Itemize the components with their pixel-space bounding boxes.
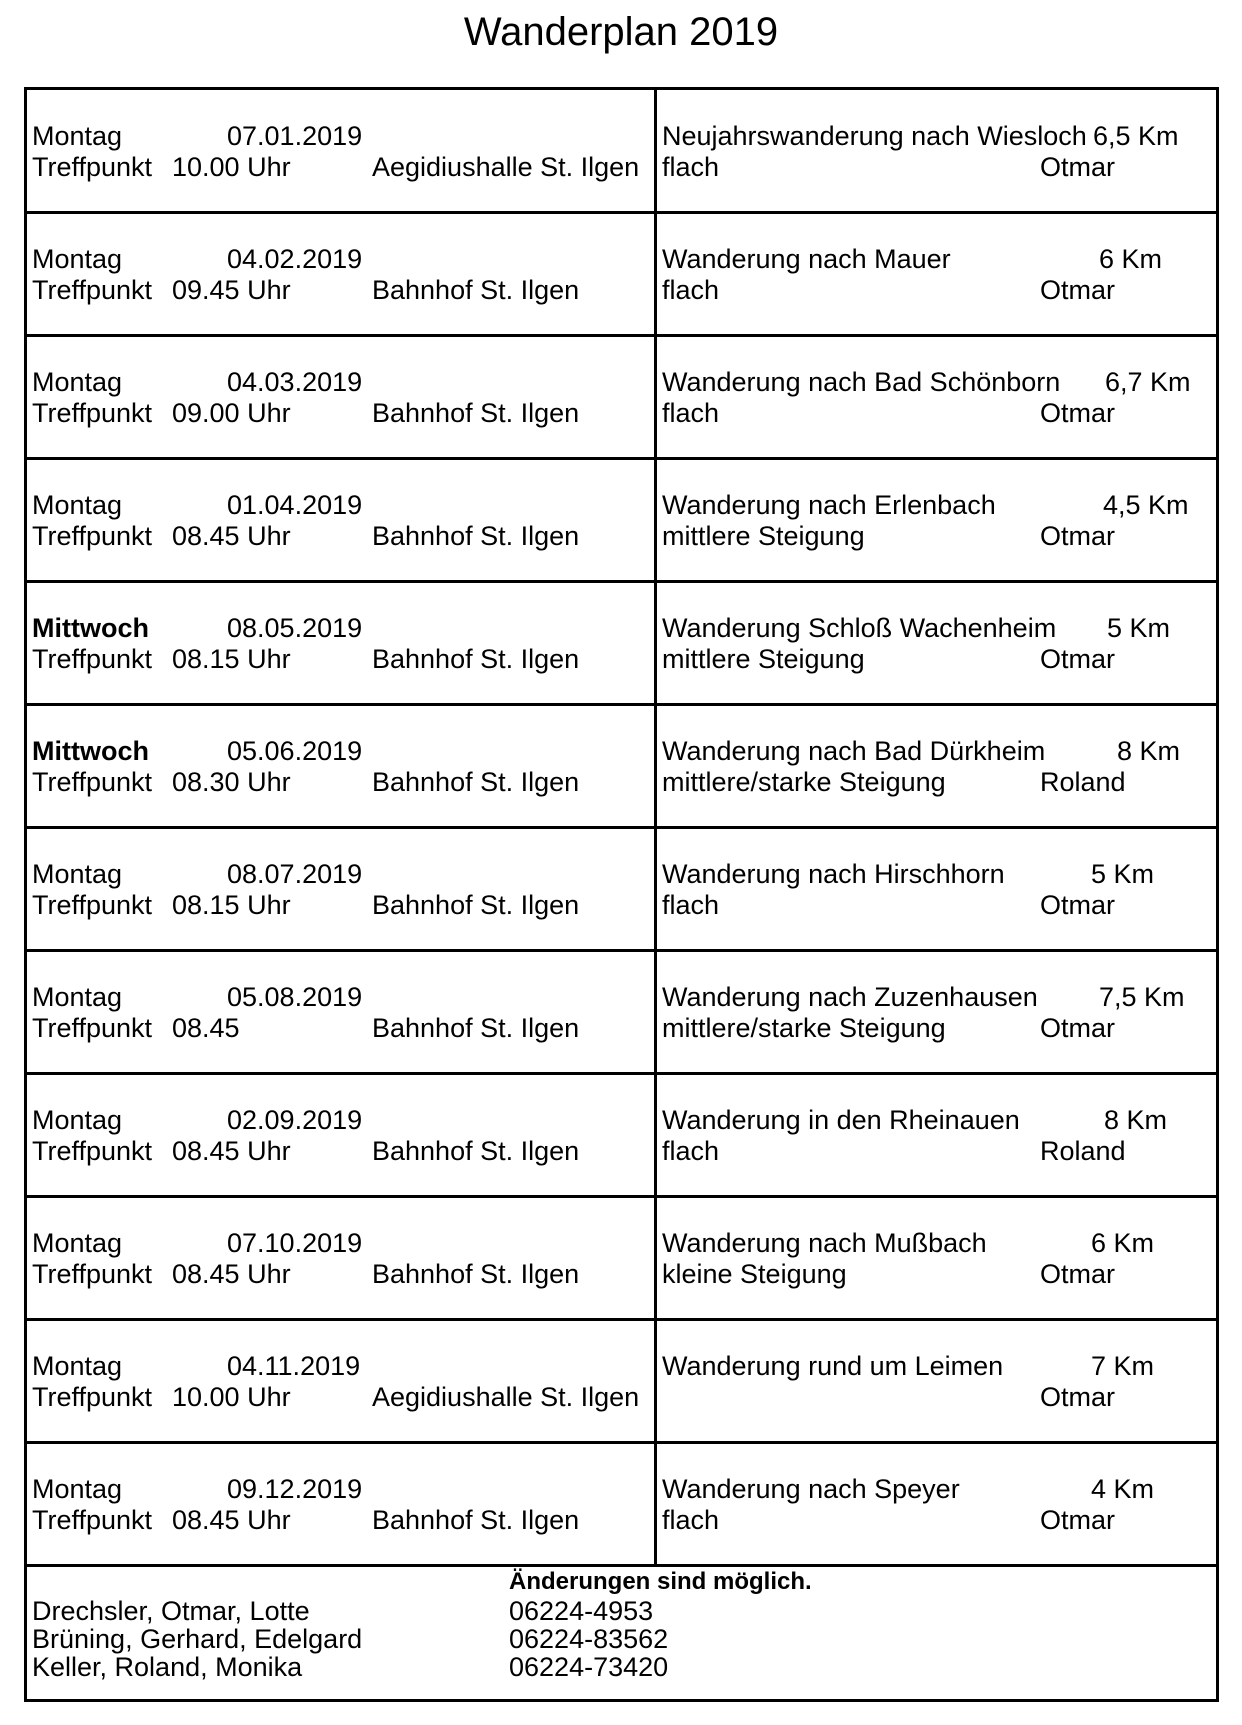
schedule-row: [27, 1074, 1216, 1198]
hike-date: 04.03.2019: [227, 367, 363, 397]
meeting-point-label: Treffpunkt: [32, 521, 153, 551]
hike-difficulty: mittlere Steigung: [662, 521, 865, 551]
meeting-point-label: Treffpunkt: [32, 398, 153, 428]
meeting-place: Bahnhof St. Ilgen: [372, 1013, 580, 1043]
meeting-time: 08.45 Uhr: [172, 1505, 291, 1535]
meeting-time: 08.45 Uhr: [172, 1259, 291, 1289]
contact-footer: [27, 1566, 1216, 1702]
hike-distance: 6 Km: [1099, 244, 1163, 274]
hike-date: 05.06.2019: [227, 736, 363, 766]
meeting-point-label: Treffpunkt: [32, 152, 153, 182]
contact-name: Keller, Roland, Monika: [32, 1652, 303, 1682]
hike-leader: Otmar: [1040, 275, 1116, 305]
schedule-row: [27, 705, 1216, 829]
weekday: Montag: [32, 1228, 123, 1258]
hike-difficulty: mittlere Steigung: [662, 644, 865, 674]
weekday: Montag: [32, 1474, 123, 1504]
schedule-row: [27, 1443, 1216, 1567]
meeting-place: Bahnhof St. Ilgen: [372, 1259, 580, 1289]
weekday: Montag: [32, 859, 123, 889]
meeting-place: Bahnhof St. Ilgen: [372, 1505, 580, 1535]
contact-name: Drechsler, Otmar, Lotte: [32, 1596, 310, 1626]
contact-phone: 06224-4953: [509, 1596, 654, 1626]
meeting-point-label: Treffpunkt: [32, 1013, 153, 1043]
meeting-time: 08.45: [172, 1013, 240, 1043]
hike-difficulty: mittlere/starke Steigung: [662, 767, 946, 797]
hike-description: Wanderung nach Bad Dürkheim: [662, 736, 1046, 766]
meeting-point-label: Treffpunkt: [32, 890, 153, 920]
hike-distance: 7,5 Km: [1099, 982, 1185, 1012]
hike-date: 04.02.2019: [227, 244, 363, 274]
meeting-time: 09.00 Uhr: [172, 398, 291, 428]
hike-distance: 8 Km: [1104, 1105, 1168, 1135]
schedule-row: [27, 90, 1216, 214]
hike-distance: 8 Km: [1117, 736, 1181, 766]
hike-leader: Otmar: [1040, 398, 1116, 428]
weekday: Mittwoch: [32, 736, 149, 766]
hike-distance: 5 Km: [1091, 859, 1155, 889]
hike-date: 07.10.2019: [227, 1228, 363, 1258]
meeting-place: Aegidiushalle St. Ilgen: [372, 152, 640, 182]
meeting-place: Bahnhof St. Ilgen: [372, 644, 580, 674]
hike-description: Wanderung Schloß Wachenheim: [662, 613, 1057, 643]
hike-distance: 4 Km: [1091, 1474, 1155, 1504]
schedule-row: [27, 459, 1216, 583]
hike-distance: 6,5 Km: [1093, 121, 1179, 151]
meeting-time: 08.45 Uhr: [172, 1136, 291, 1166]
hiking-schedule-table: [24, 87, 1219, 1702]
weekday: Montag: [32, 1105, 123, 1135]
hike-distance: 5 Km: [1107, 613, 1171, 643]
meeting-place: Aegidiushalle St. Ilgen: [372, 1382, 640, 1412]
hike-leader: Otmar: [1040, 890, 1116, 920]
hike-difficulty: flach: [662, 275, 720, 305]
meeting-time: 08.45 Uhr: [172, 521, 291, 551]
meeting-place: Bahnhof St. Ilgen: [372, 398, 580, 428]
hike-date: 08.07.2019: [227, 859, 363, 889]
hike-description: Wanderung nach Zuzenhausen: [662, 982, 1038, 1012]
hike-description: Wanderung nach Mußbach: [662, 1228, 987, 1258]
hike-description: Wanderung nach Mauer: [662, 244, 951, 274]
schedule-row: [27, 213, 1216, 337]
hike-distance: 4,5 Km: [1103, 490, 1189, 520]
schedule-row: [27, 582, 1216, 706]
hike-leader: Otmar: [1040, 521, 1116, 551]
hike-date: 09.12.2019: [227, 1474, 363, 1504]
hike-date: 04.11.2019: [227, 1351, 361, 1381]
hike-date: 05.08.2019: [227, 982, 363, 1012]
meeting-point-label: Treffpunkt: [32, 275, 153, 305]
meeting-time: 10.00 Uhr: [172, 1382, 291, 1412]
hike-distance: 6,7 Km: [1105, 367, 1191, 397]
schedule-row: [27, 951, 1216, 1075]
meeting-place: Bahnhof St. Ilgen: [372, 275, 580, 305]
schedule-row: [27, 1197, 1216, 1321]
hike-difficulty: flach: [662, 1136, 720, 1166]
hike-leader: Otmar: [1040, 1013, 1116, 1043]
meeting-point-label: Treffpunkt: [32, 1259, 153, 1289]
meeting-point-label: Treffpunkt: [32, 1382, 153, 1412]
meeting-point-label: Treffpunkt: [32, 644, 153, 674]
hike-description: Wanderung nach Hirschhorn: [662, 859, 1005, 889]
meeting-time: 10.00 Uhr: [172, 152, 291, 182]
meeting-place: Bahnhof St. Ilgen: [372, 1136, 580, 1166]
meeting-place: Bahnhof St. Ilgen: [372, 521, 580, 551]
hike-difficulty: flach: [662, 152, 720, 182]
hike-description: Wanderung in den Rheinauen: [662, 1105, 1020, 1135]
weekday: Montag: [32, 121, 123, 151]
changes-note: Änderungen sind möglich.: [509, 1568, 812, 1595]
meeting-point-label: Treffpunkt: [32, 1136, 153, 1166]
weekday: Montag: [32, 490, 123, 520]
hike-description: Wanderung rund um Leimen: [662, 1351, 1004, 1381]
hike-date: 07.01.2019: [227, 121, 363, 151]
meeting-place: Bahnhof St. Ilgen: [372, 767, 580, 797]
hike-difficulty: flach: [662, 398, 720, 428]
hike-difficulty: mittlere/starke Steigung: [662, 1013, 946, 1043]
schedule-row: [27, 828, 1216, 952]
column-divider: [654, 90, 657, 1566]
hike-leader: Roland: [1040, 767, 1126, 797]
contact-name: Brüning, Gerhard, Edelgard: [32, 1624, 363, 1654]
hike-difficulty: flach: [662, 890, 720, 920]
hike-leader: Otmar: [1040, 1382, 1116, 1412]
weekday: Montag: [32, 982, 123, 1012]
hike-description: Wanderung nach Bad Schönborn: [662, 367, 1061, 397]
hike-leader: Otmar: [1040, 152, 1116, 182]
hike-difficulty: kleine Steigung: [662, 1259, 847, 1289]
hike-distance: 7 Km: [1091, 1351, 1155, 1381]
hike-difficulty: flach: [662, 1505, 720, 1535]
hike-leader: Otmar: [1040, 1505, 1116, 1535]
weekday: Mittwoch: [32, 613, 149, 643]
hike-date: 01.04.2019: [227, 490, 363, 520]
schedule-row: [27, 1320, 1216, 1444]
hike-date: 08.05.2019: [227, 613, 363, 643]
meeting-point-label: Treffpunkt: [32, 1505, 153, 1535]
hike-date: 02.09.2019: [227, 1105, 363, 1135]
hike-leader: Otmar: [1040, 644, 1116, 674]
hike-description: Wanderung nach Speyer: [662, 1474, 960, 1504]
meeting-point-label: Treffpunkt: [32, 767, 153, 797]
hike-description: Wanderung nach Erlenbach: [662, 490, 996, 520]
hike-leader: Roland: [1040, 1136, 1126, 1166]
meeting-time: 08.15 Uhr: [172, 890, 291, 920]
meeting-time: 08.30 Uhr: [172, 767, 291, 797]
schedule-row: [27, 336, 1216, 460]
contact-phone: 06224-83562: [509, 1624, 669, 1654]
hike-description: Neujahrswanderung nach Wiesloch: [662, 121, 1087, 151]
contact-phone: 06224-73420: [509, 1652, 669, 1682]
hike-distance: 6 Km: [1091, 1228, 1155, 1258]
weekday: Montag: [32, 367, 123, 397]
weekday: Montag: [32, 1351, 123, 1381]
meeting-time: 08.15 Uhr: [172, 644, 291, 674]
hike-leader: Otmar: [1040, 1259, 1116, 1289]
weekday: Montag: [32, 244, 123, 274]
page-title: Wanderplan 2019: [463, 10, 779, 54]
meeting-place: Bahnhof St. Ilgen: [372, 890, 580, 920]
meeting-time: 09.45 Uhr: [172, 275, 291, 305]
